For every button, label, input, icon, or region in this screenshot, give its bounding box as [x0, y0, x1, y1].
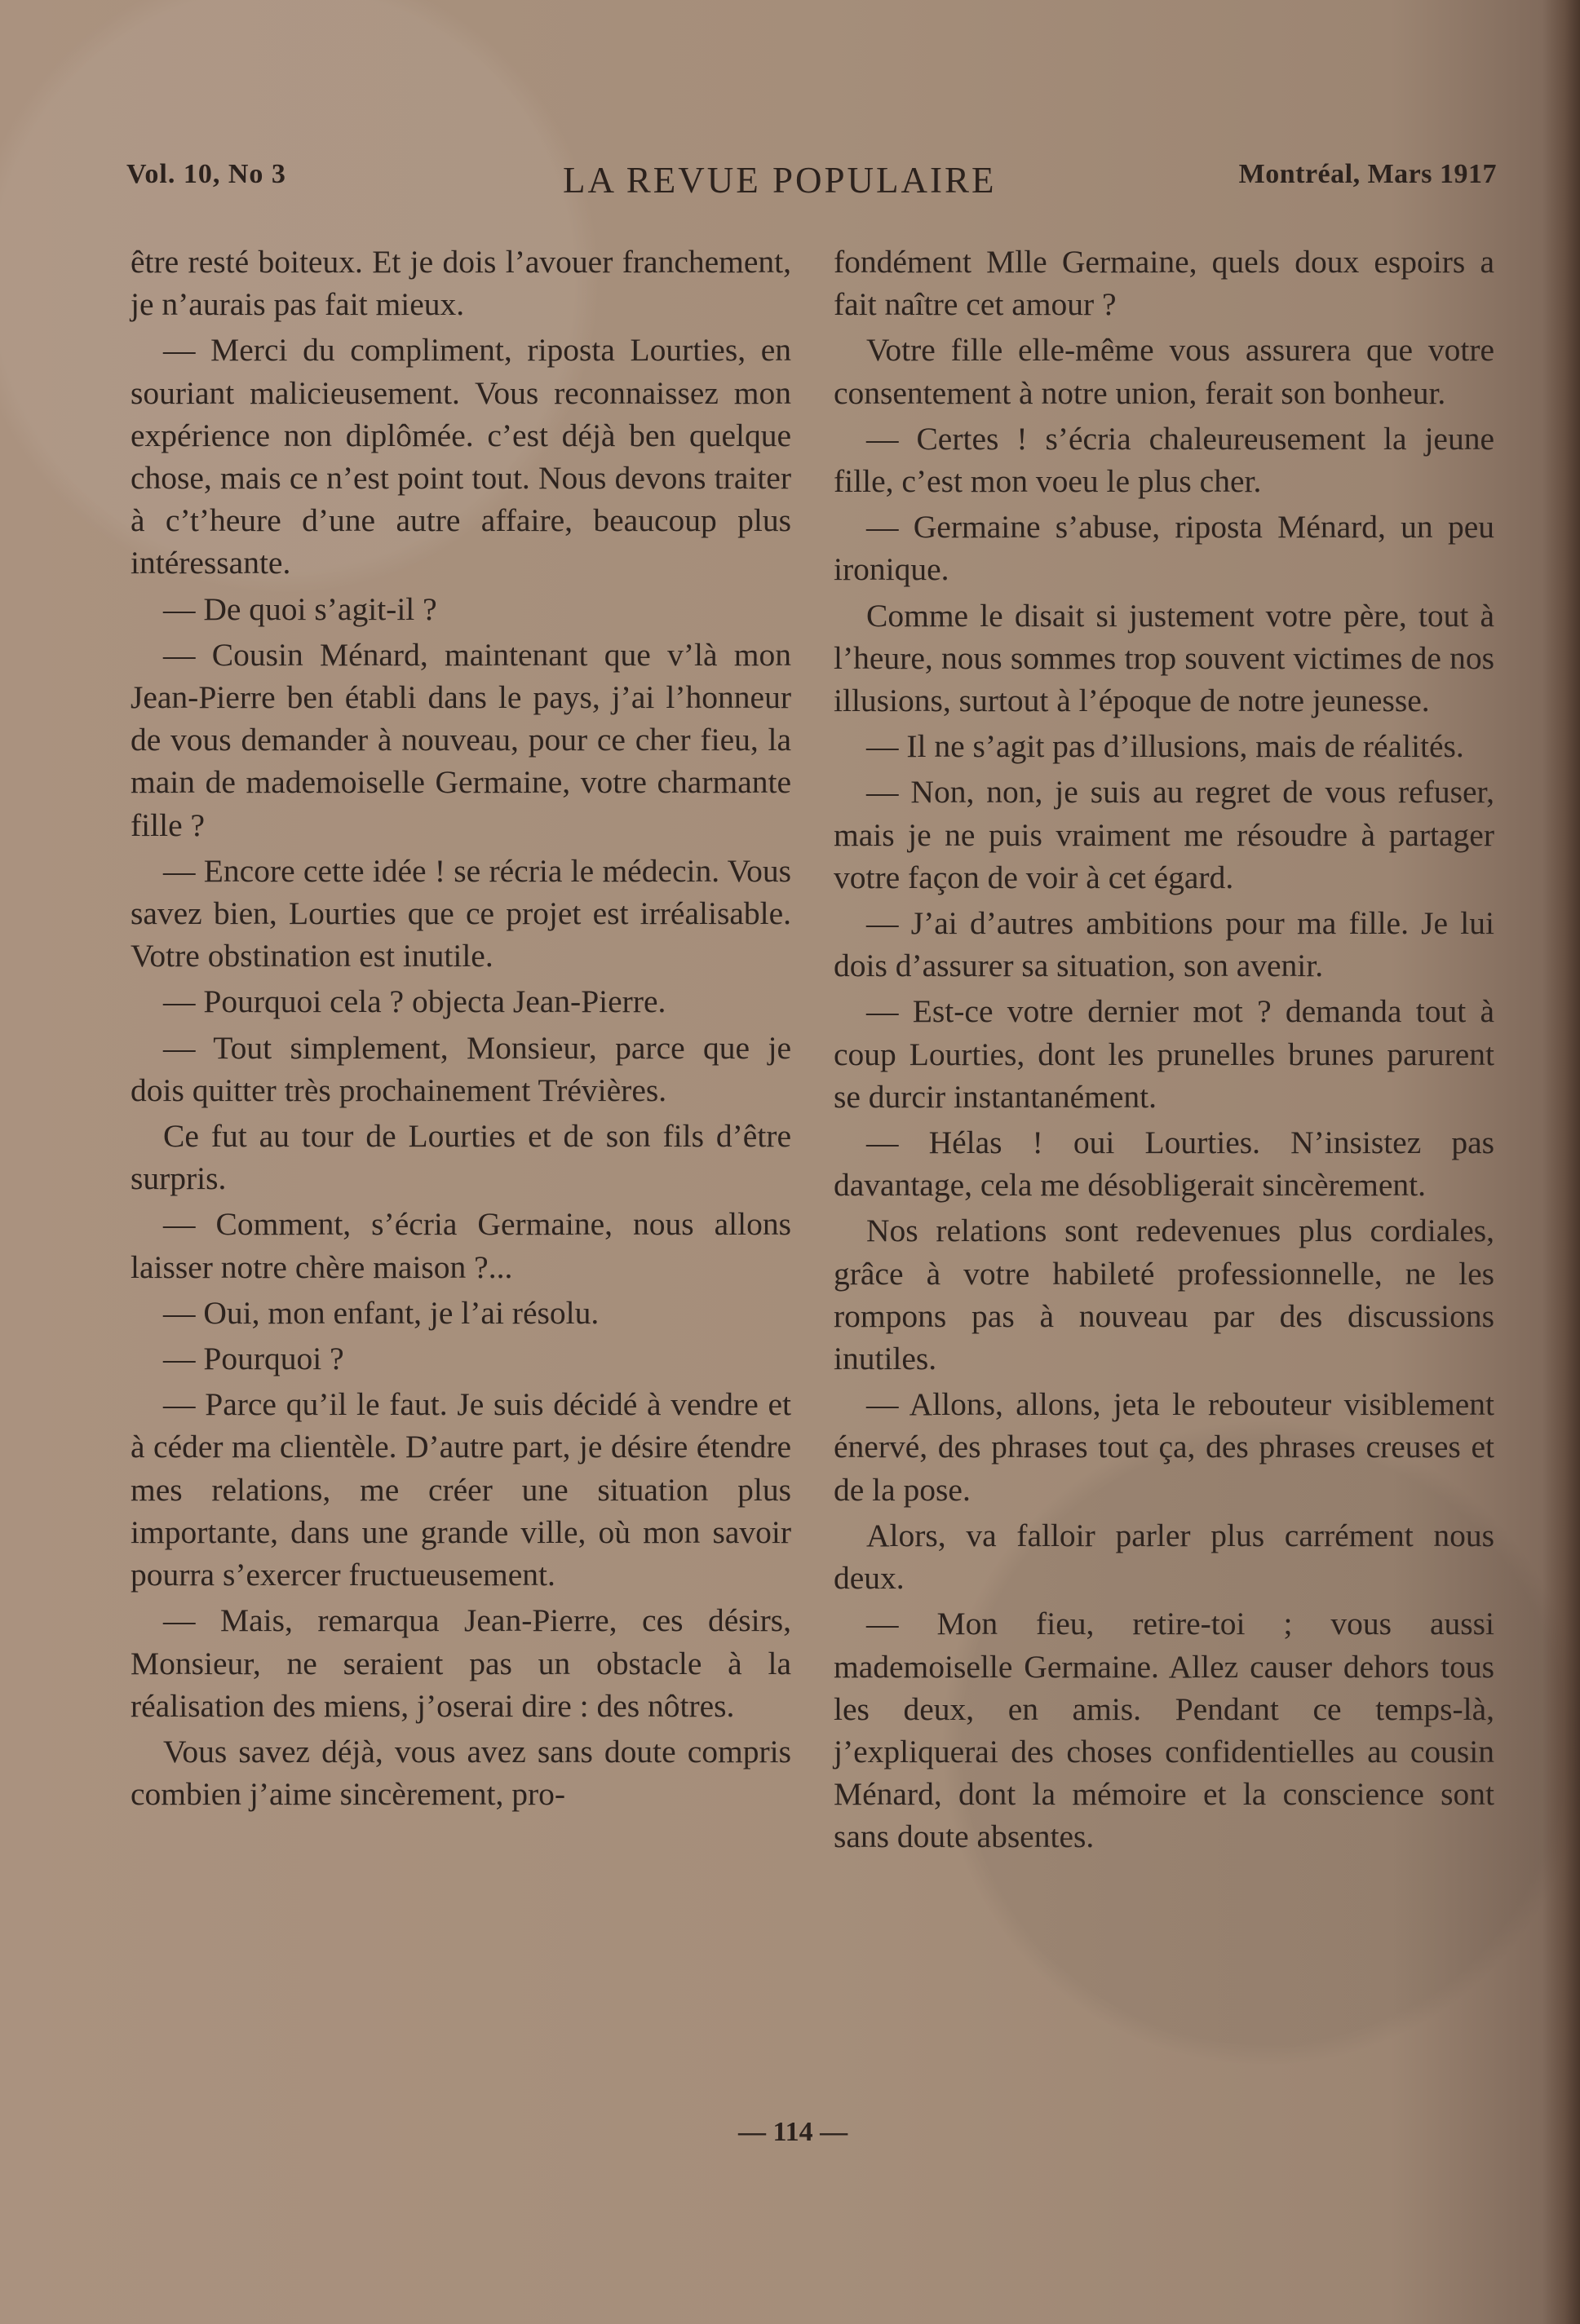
paragraph: — Tout simplement, Monsieur, parce que je dois quitter très prochainement Trévières. [131, 1029, 791, 1108]
page-edge-shadow [1542, 0, 1580, 2324]
paragraph: — De quoi s’agit-il ? [163, 590, 437, 627]
paragraph: — Allons, allons, jeta le rebouteur visiblement énervé, des phrases tout ça, des phrases creuses et de la pose. [834, 1386, 1494, 1508]
paragraph: — Pourquoi ? [163, 1341, 344, 1377]
paragraph: Comme le disait si justement votre père, tout à l’heure, nous sommes trop souvent victimes de nos illusions, surtout à l’époque de notre jeunesse. [834, 597, 1494, 719]
paragraph: — Oui, mon enfant, je l’ai résolu. [163, 1294, 600, 1331]
paragraph: — Certes ! s’écria chaleureusement la jeune fille, c’est mon voeu le plus cher. [834, 420, 1494, 500]
paragraph: Vous savez déjà, vous avez sans doute compris combien j’aime sincèrement, pro- [131, 1733, 791, 1813]
paragraph: — Merci du compliment, riposta Lourties, en souriant malicieusement. Vous reconnaissez mon expérience non diplômée. c’est déjà ben quelque chose, mais ce n’est point tout. Nous devons traiter à c’t’heure d’une autre affaire, beaucoup plus intéressante. [131, 332, 791, 581]
paragraph: — Mon fieu, retire-toi ; vous aussi mademoiselle Germaine. Allez causer dehors tous les deux, en amis. Pendant ce temps-là, j’expliquerai des choses confidentielles au cousin Ménard, dont la mémoire et la conscience sont sans doute absentes. [834, 1606, 1494, 1855]
paragraph: — Non, non, je suis au regret de vous refuser, mais je ne puis vraiment me résoudre à partager votre façon de voir à cet égard. [834, 774, 1494, 895]
paragraph: Alors, va falloir parler plus carrément nous deux. [834, 1517, 1494, 1597]
paragraph: — Comment, s’écria Germaine, nous allons laisser notre chère maison ?... [131, 1206, 791, 1285]
paragraph: — Parce qu’il le faut. Je suis décidé à vendre et à céder ma clientèle. D’autre part, je désire étendre mes relations, me créer une situation plus importante, dans une grande ville, où mon savoir pourra s’exercer fructueusement. [131, 1386, 791, 1593]
paragraph: — Hélas ! oui Lourties. N’insistez pas davantage, cela me désobligerait sincèrement. [834, 1124, 1494, 1204]
paragraph: Nos relations sont redevenues plus cordiales, grâce à votre habileté professionnelle, ne les rompons pas à nouveau par des discussions inutiles. [834, 1213, 1494, 1377]
issue-date: Montréal, Mars 1917 [1238, 159, 1497, 189]
paragraph: être resté boiteux. Et je dois l’avouer franchement, je n’aurais pas fait mieux. [131, 244, 791, 323]
paragraph: — J’ai d’autres ambitions pour ma fille. Je lui dois d’assurer sa situation, son avenir. [834, 905, 1494, 984]
paragraph: Ce fut au tour de Lourties et de son fils d’être surpris. [131, 1118, 791, 1197]
paragraph: — Mais, remarqua Jean-Pierre, ces désirs, Monsieur, ne seraient pas un obstacle à la réalisation des miens, j’oserai dire : des nôtres. [131, 1602, 791, 1724]
issue-info: Vol. 10, No 3 [126, 159, 286, 189]
paragraph: — Germaine s’abuse, riposta Ménard, un peu ironique. [834, 509, 1494, 588]
right-text-column [834, 241, 1494, 2104]
paragraph: — Est-ce votre dernier mot ? demanda tout à coup Lourties, dont les prunelles brunes parurent se durcir instantanément. [834, 993, 1494, 1115]
paragraph: — Encore cette idée ! se récria le médecin. Vous savez bien, Lourties que ce projet est irréalisable. Votre obstination est inutile. [131, 852, 791, 974]
paragraph: — Cousin Ménard, maintenant que v’là mon Jean-Pierre ben établi dans le pays, j’ai l’honneur de vous demander à nouveau, pour ce cher fieu, la main de mademoiselle Germaine, votre charmante fille ? [131, 636, 791, 843]
paragraph: — Pourquoi cela ? objecta Jean-Pierre. [163, 983, 666, 1020]
paragraph: — Il ne s’agit pas d’illusions, mais de réalités. [866, 728, 1464, 765]
paragraph: fondément Mlle Germaine, quels doux espoirs a fait naître cet amour ? [834, 244, 1494, 323]
publication-title: LA REVUE POPULAIRE [563, 160, 997, 201]
page-number: — 114 — [738, 2117, 848, 2147]
page-header [126, 159, 1497, 216]
left-text-column [131, 241, 791, 2104]
paragraph: Votre fille elle-même vous assurera que votre consentement à notre union, ferait son bonheur. [834, 332, 1494, 411]
